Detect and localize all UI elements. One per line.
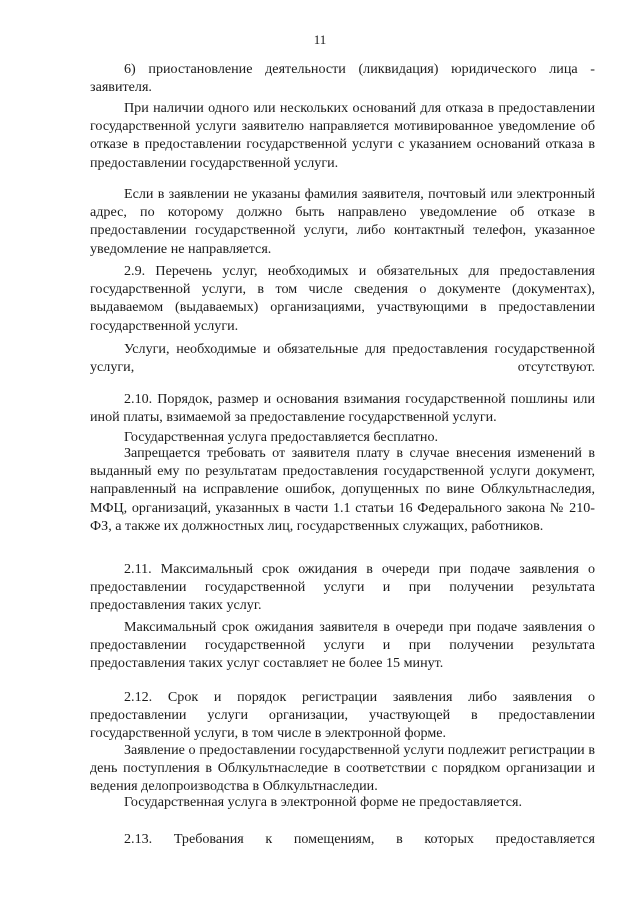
paragraph-section-2-11: 2.11. Максимальный срок ожидания в очереди при подаче заявления о предоставлении государственной услуги и при получении результата предоставления таких услуг. [90, 561, 595, 614]
paragraph-section-2-13: 2.13. Требования к помещениям, в которых предоставляется [124, 831, 595, 847]
paragraph-refusal-notice: При наличии одного или нескольких оснований для отказа в предоставлении государственной услуги заявителю направляется мотивированное уведомление об отказе в предоставлении государственной услуги с указанием оснований отказа в предоставлении государственной услуги. [90, 100, 595, 171]
paragraph-free-service: Государственная услуга предоставляется бесплатно. [124, 429, 439, 445]
paragraph-missing-address: Если в заявлении не указаны фамилия заявителя, почтовый или электронный адрес, по которому должно быть направлено уведомление об отказе в предоставлении государственной услуги, либо контактный телефон, указанное уведомление не направляется. [90, 186, 595, 257]
paragraph-section-2-12: 2.12. Срок и порядок регистрации заявления либо заявления о предоставлении услуги организации, участвующей в предоставлении государственной услуги, в том числе в электронной форме. [90, 689, 595, 742]
paragraph-liquidation: 6) приостановление деятельности (ликвидация) юридического лица - заявителя. [90, 61, 595, 96]
paragraph-electronic-form: Государственная услуга в электронной форме не предоставляется. [124, 794, 523, 810]
paragraph-registration: Заявление о предоставлении государственной услуги подлежит регистрации в день поступления в Облкультнаследие в соответствии с порядком организации и ведения делопроизводства в Облкультнаследии. [90, 742, 595, 795]
paragraph-services-absent: Услуги, необходимые и обязательные для предоставления государственной услуги, отсутствуют. [90, 341, 595, 376]
page-number: 11 [313, 32, 327, 47]
paragraph-fee-prohibited: Запрещается требовать от заявителя плату в случае внесения изменений в выданный ему по результатам предоставления государственной услуги документ, направленный на исправление ошибок, допущенных по вине Облкультнаследия, МФЦ, организаций, указанных в части 1.1 статьи 16 Федерального закона № 210-ФЗ, а также их должностных лиц, государственных служащих, работников. [90, 445, 595, 534]
paragraph-section-2-10: 2.10. Порядок, размер и основания взимания государственной пошлины или иной платы, взимаемой за предоставление государственной услуги. [90, 391, 595, 426]
paragraph-max-wait-time: Максимальный срок ожидания заявителя в очереди при подаче заявления о предоставлении государственной услуги и при получении результата предоставления таких услуг составляет не более 15 минут. [90, 619, 595, 672]
paragraph-section-2-9: 2.9. Перечень услуг, необходимых и обязательных для предоставления государственной услуги, в том числе сведения о документе (документах), выдаваемом (выдаваемых) организациями, участвующими в предоставлении государственной услуги. [90, 263, 595, 334]
